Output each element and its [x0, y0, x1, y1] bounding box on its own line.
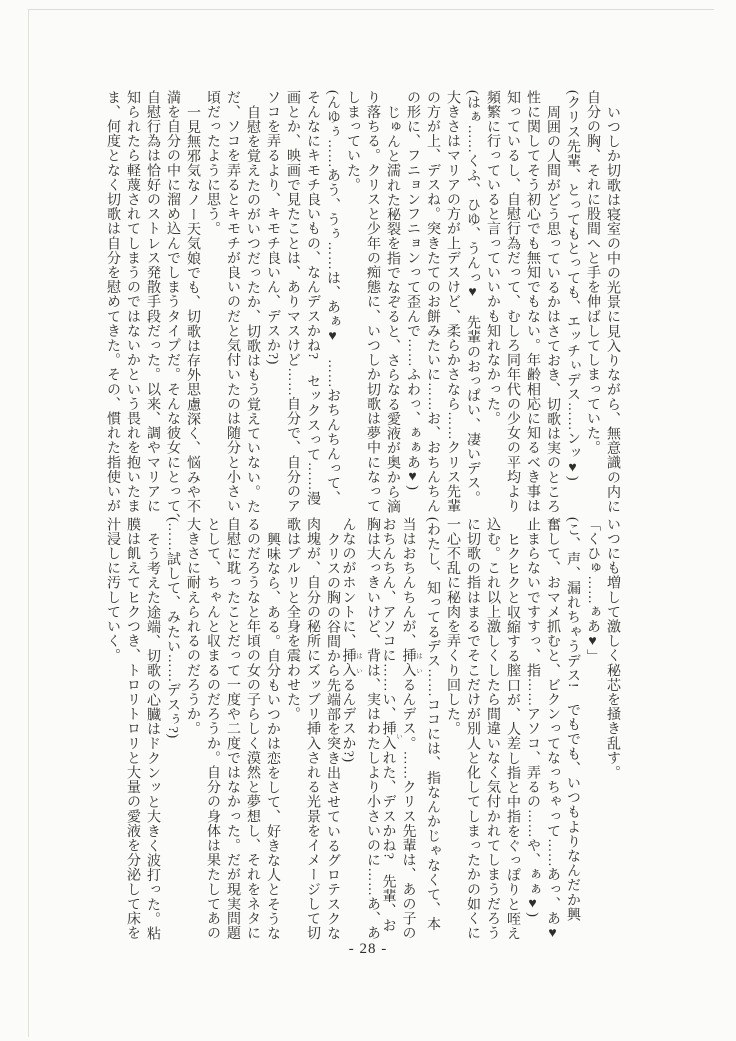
- text-column: しまっていた。: [345, 90, 360, 193]
- text-column: として、ちゃんと収まるのだろうか。自分の身体は果たしてあの: [205, 517, 220, 941]
- text-column: 自慰を覚えたのがいつだったか、切歌はもう覚えていない。た: [245, 105, 260, 514]
- text-column: んなのがホントに、挿入 はいるんデスか?): [340, 517, 362, 763]
- text-column: 歌はブルリと全身を震わせた。: [285, 517, 300, 722]
- text-column: 性に関してそう初心でも無知でもない。年齢相応に知るべき事は: [525, 90, 540, 514]
- text-column: だ、ソコを弄るとキモチが良いのだと気付いたのは随分と小さい: [225, 90, 240, 514]
- text-column: いつにも増して激しく秘芯を掻き乱す。: [605, 517, 620, 780]
- ruby-annotated-word: 挿入 はい: [400, 648, 422, 678]
- text-column: 奮して、おマメ抓むと、ビクンってなっちゃって……あっ、あ♥: [545, 517, 560, 942]
- text-column: 膜は飢えてヒクつき、トロリトロリと大量の愛液を分泌して床を: [125, 517, 140, 941]
- text-column: (こ、声、漏れちゃうデス! でもでも、いつもよりなんだか興: [565, 517, 580, 922]
- text-column: の方が上、デスね。突きたてのお餅みたいに……お、おちんちん: [425, 90, 440, 514]
- text-column: 満を自分の中に溜め込んでしまうタイプだ。そんな彼女にとって、: [165, 90, 180, 528]
- text-column: (……試して、みたい……デスぅ?): [165, 517, 180, 739]
- text-column: じゅんと濡れた秘裂を指でなぞると、さらなる愛液が奥から滴: [385, 105, 400, 514]
- text-column: 大きさに耐えられるのだろうか。: [185, 517, 200, 736]
- text-block-lower: [102, 517, 622, 953]
- ruby-annotated-word: 挿入 はい: [340, 648, 362, 678]
- text-column: (クリス先輩、とってもとっても、エッチぃデス……ンッ♥): [565, 90, 580, 482]
- text-column: 一見無邪気なノー天気娘でも、切歌は存外思慮深く、悩みや不: [185, 105, 200, 514]
- text-column: に切歌の指はまるでそこだけが別人と化してしまったかの如くに: [465, 517, 480, 941]
- text-column: 頃だったように思う。: [205, 90, 220, 236]
- text-column: (んゆぅ……あう、うぅ……は、あぁ♥ ……おちんちんって、: [325, 90, 340, 506]
- text-column: 自分の胸、それに股間へと手を伸ばしてしまっていた。: [585, 90, 600, 455]
- text-column: (わたし、知ってるデス……ココには、指なんかじゃなくて、本: [425, 517, 440, 932]
- text-column: (はぁ……くふ、ひゆ、うんっ♥ 先輩のおっぱい、凄いデス。: [465, 90, 480, 506]
- text-column: 汁浸しに汚していく。: [105, 517, 120, 663]
- text-column: 当はおちんちんが、挿入 はいるんデス。……クリス先輩は、あの子の: [400, 517, 422, 941]
- page-number: - 28 -: [348, 941, 388, 957]
- text-column: そう考えた途端、切歌の心臓はドクンッと大きく波打った。粘: [145, 532, 160, 941]
- ruby-annotated-word: 挿入 い: [380, 721, 402, 751]
- text-column: いつしか切歌は寝室の中の光景に見入りながら、無意識の内に: [605, 105, 620, 514]
- text-column: おちんちん、アソコに……い、挿入 いれた、デスかね? 先輩、お: [380, 517, 402, 933]
- text-column: 頻繁に行っていると言っていいかも知れなかった。: [485, 90, 500, 426]
- text-column: 知られたら軽蔑されてしまうのではないかという畏れを抱いたま: [125, 90, 140, 514]
- text-column: 止まらないですすっ、指……アソコ、弄るの……や、ぁぁ♥): [525, 517, 540, 918]
- scan-edge-line-top: [28, 9, 714, 10]
- text-column: 自慰行為は恰好のストレス発散手段だった。以来、調やマリアに: [145, 90, 160, 514]
- text-column: 一心不乱に秘肉を弄くり回した。: [445, 517, 460, 736]
- text-column: 「くひゅ……ぁあ♥」: [585, 517, 600, 664]
- text-column: るのだろうなと年頃の女の子らしく漠然と夢想し、それをネタに: [245, 517, 260, 941]
- text-column: 肉塊が、自分の秘所にズッブリ挿入される光景をイメージして切: [305, 517, 320, 941]
- text-block-upper: [102, 90, 622, 526]
- text-column: クリスの胸の谷間から先端部を突き出させているグロテスクな: [325, 532, 340, 941]
- text-column: 周囲の人間がどう思っているかはさておき、切歌は実のところ: [545, 105, 560, 514]
- text-column: の形に、フニョンフニョンって歪んで……ふわっ、ぁぁあ♥): [405, 90, 420, 491]
- text-column: 画とか、映画で見たことは、ありマスけど……自分で、自分のア: [285, 90, 300, 514]
- text-column: 込む。これ以上激しくしたら間違いなく気付かれてしまうだろう: [485, 517, 500, 941]
- scan-edge-line-left: [28, 9, 29, 1037]
- text-column: 胸は大っきいけど、背は、実はわたしより小さいのに……あ、あ: [365, 517, 380, 941]
- text-column: ヒクヒクと収縮する膣口が、人差し指と中指をぐっぽりと咥え: [505, 532, 520, 941]
- text-column: 自慰に耽ったことだって一度や二度ではなかった。だが現実問題: [225, 517, 240, 941]
- text-column: 興味なら、ある。自分もいつかは恋をして、好きな人とそうな: [265, 532, 280, 941]
- text-column: り落ちる。クリスと少年の痴態に、いつしか切歌は夢中になって: [365, 90, 380, 514]
- text-column: ソコを弄るより、キモチ良いん、デスか?): [265, 90, 280, 365]
- text-column: ま、何度となく切歌は自分を慰めてきた。その、慣れた指使いが: [105, 90, 120, 514]
- text-column: そんなにキモチ良いもの、なんデスかね? セックスって……漫: [305, 90, 320, 506]
- text-column: 大きさはマリアの方が上デスけど、柔らかさなら……クリス先輩: [445, 90, 460, 514]
- text-column: 知っているし、自慰行為だって、むしろ同年代の少女の平均より: [505, 90, 520, 514]
